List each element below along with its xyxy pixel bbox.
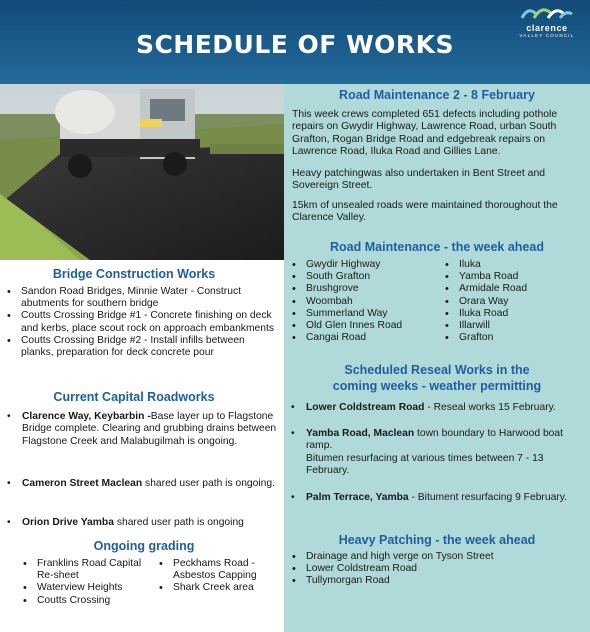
grading-heading: Ongoing grading [93,539,195,553]
week-ahead-list-2 [442,259,588,344]
list-item: • Armidale Road [442,283,588,295]
list-item: • Yamba Road [442,271,588,283]
list-item: • South Grafton [289,271,439,283]
list-item: • Sandon Road Bridges, Minnie Water - Construct abutments for southern bridge [4,286,276,310]
header-banner [0,0,590,84]
road-works-photo [0,84,284,260]
list-item: • Iluka [442,259,588,271]
road-maintenance-heading: Road Maintenance 2 - 8 February [339,88,535,102]
road-maintenance-para-2: Heavy patchingwas also undertaken in Bent Street and Sovereign Street. [292,168,545,192]
list-item: • Franklins Road Capital Re-sheet [20,558,145,582]
logo-waves-icon [520,4,574,22]
reseal-item-extra: Bitumen resurfacing at various times between 7 - 13 February. [306,453,544,477]
reseal-item: • Palm Terrace, Yamba - Bitument resurfacing 9 February. [291,492,567,503]
bridge-heading: Bridge Construction Works [52,267,216,281]
reseal-heading-line-1: Scheduled Reseal Works in the [344,363,530,377]
list-item: • Lower Coldstream Road [289,563,587,575]
week-ahead-list-1 [289,259,439,344]
heavy-patching-heading: Heavy Patching - the week ahead [338,533,536,547]
capital-item: • Cameron Street Maclean shared user path is ongoing. [7,478,275,489]
council-logo [510,4,584,40]
bridge-list [4,286,276,359]
list-item: • Coutts Crossing Bridge #2 - Install infills between planks, preparation for deck concrete pour [4,335,276,359]
list-item: • Orara Way [442,296,588,308]
list-item: • Illarwill [442,320,588,332]
list-item: • Peckhams Road - Asbestos Capping [156,558,281,582]
logo-name: clarence [526,23,568,33]
logo-subtitle: VALLEY COUNCIL [519,33,575,38]
list-item: • Brushgrove [289,283,439,295]
week-ahead-heading: Road Maintenance - the week ahead [330,240,544,254]
list-item: • Tullymorgan Road [289,575,587,587]
list-item: • Gwydir Highway [289,259,439,271]
list-item: • Drainage and high verge on Tyson Street [289,551,587,563]
capital-item: • Clarence Way, Keybarbin -Base layer up to Flagstone Bridge complete. Clearing and grubbing drains between Flagstone Creek and Malabugilmah is ongoing. [7,411,277,447]
grading-list-1 [20,558,145,607]
capital-heading: Current Capital Roadworks [53,390,215,404]
list-item: • Waterview Heights [20,582,145,594]
list-item: • Coutts Crossing Bridge #1 - Concrete finishing on deck and kerbs, place scout rock on approach embankments [4,310,276,334]
road-maintenance-para-1: This week crews completed 651 defects including pothole repairs on Gwydir Highway, Lawrence Road, urban South Grafton, Rogan Bridge Road and edgebreak repairs on Lawrence Road, Iluka Road and Gillies Lane. [292,109,558,158]
reseal-heading-line-2: coming weeks - weather permitting [332,379,542,393]
list-item: • Old Glen Innes Road [289,320,439,332]
list-item: • Shark Creek area [156,582,281,594]
reseal-item: • Lower Coldstream Road - Reseal works 15 February. [291,402,556,413]
page-title: SCHEDULE OF WORKS [135,30,455,59]
list-item: • Summerland Way [289,308,439,320]
grading-list-2 [156,558,281,595]
capital-item: • Orion Drive Yamba shared user path is ongoing [7,517,244,528]
list-item: • Grafton [442,332,588,344]
list-item: • Cangai Road [289,332,439,344]
list-item: • Coutts Crossing [20,595,145,607]
list-item: • Woombah [289,296,439,308]
right-panel [284,84,590,632]
reseal-item: • Yamba Road, Maclean town boundary to Harwood boat ramp. [291,428,563,452]
list-item: • Iluka Road [442,308,588,320]
heavy-patching-list [289,551,587,588]
road-maintenance-para-3: 15km of unsealed roads were maintained thoroughout the Clarence Valley. [292,200,558,224]
